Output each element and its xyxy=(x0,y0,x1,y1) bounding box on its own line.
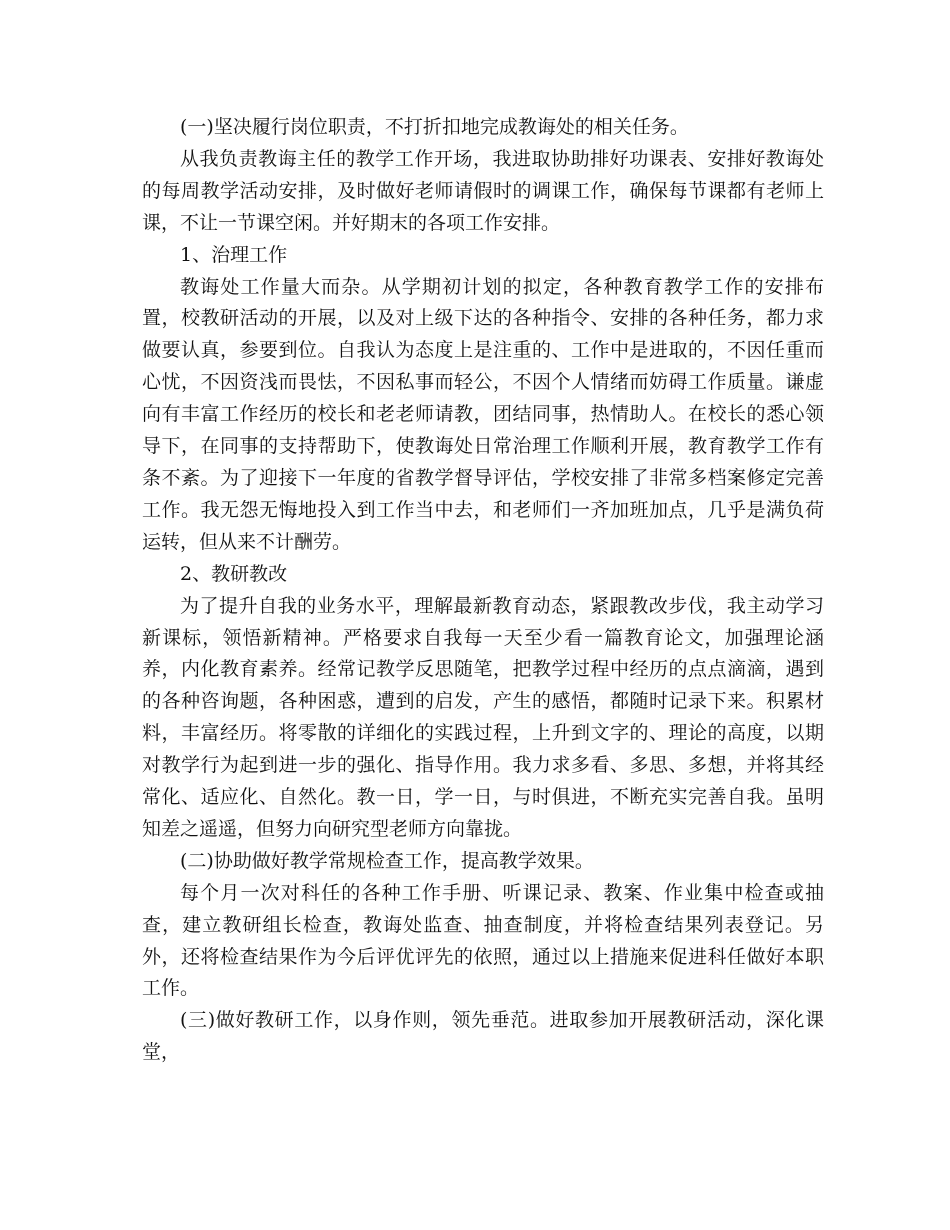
paragraph-section-one: (一)坚决履行岗位职责，不打折扣地完成教诲处的相关任务。 xyxy=(180,116,689,138)
heading-research: 2、教研教改 xyxy=(180,562,288,585)
paragraph-research: 为了提升自我的业务水平，理解最新教育动态，紧跟教改步伐，我主动学习新课标，领悟新精神。严格要求自我每一天至少看一篇教育论文，加强理论涵养，内化教育素养。经常记教学反思随笔，把教学过程中经历的点点滴滴，遇到的各种咨询题，各种困惑，遭到的启发，产生的感悟，都随时记录下来。积累材料，丰富经历。将零散的详细化的实践过程，上升到文字的、理论的高度，以期对教学行为起到进一步的强化、指导作用。我力求多看、多思、多想，并将其经常化、适应化、自然化。教一日，学一日，与时俱进，不断充实完善自我。虽明知差之遥遥，但努力向研究型老师方向靠拢。 xyxy=(142,594,824,840)
heading-management: 1、治理工作 xyxy=(180,243,288,266)
paragraph-schedule: 从我负责教诲主任的教学工作开场，我进取协助排好功课表、安排好教诲处的每周教学活动安排，及时做好老师请假时的调课工作，确保每节课都有老师上课，不让一节课空闲。并好期末的各项工作安排。 xyxy=(142,147,824,234)
document-page xyxy=(142,112,824,1069)
paragraph-inspection: 每个月一次对科任的各种工作手册、听课记录、教案、作业集中检查或抽查，建立教研组长检查，教诲处监查、抽查制度，并将检查结果列表登记。另外，还将检查结果作为今后评优评先的依照，通过以上措施来促进科任做好本职工作。 xyxy=(142,881,824,1000)
paragraph-section-two: (二)协助做好教学常规检查工作，提高教学效果。 xyxy=(180,849,594,872)
paragraph-management: 教诲处工作量大而杂。从学期初计划的拟定，各种教育教学工作的安排布置，校教研活动的开展，以及对上级下达的各种指令、安排的各种任务，都力求做要认真，参要到位。自我认为态度上是注重的、工作中是进取的，不因任重而心忧，不因资浅而畏怯，不因私事而轻公，不因个人情绪而妨碍工作质量。谦虚向有丰富工作经历的校长和老老师请教，团结同事，热情助人。在校长的悉心领导下，在同事的支持帮助下，使教诲处日常治理工作顺利开展，教育教学工作有条不紊。为了迎接下一年度的省教学督导评估，学校安排了非常多档案修定完善工作。我无怨无悔地投入到工作当中去，和老师们一齐加班加点，几乎是满负荷运转，但从来不计酬劳。 xyxy=(142,275,824,553)
paragraph-section-three: (三)做好教研工作，以身作则，领先垂范。进取参加开展教研活动，深化课堂， xyxy=(142,1009,824,1064)
